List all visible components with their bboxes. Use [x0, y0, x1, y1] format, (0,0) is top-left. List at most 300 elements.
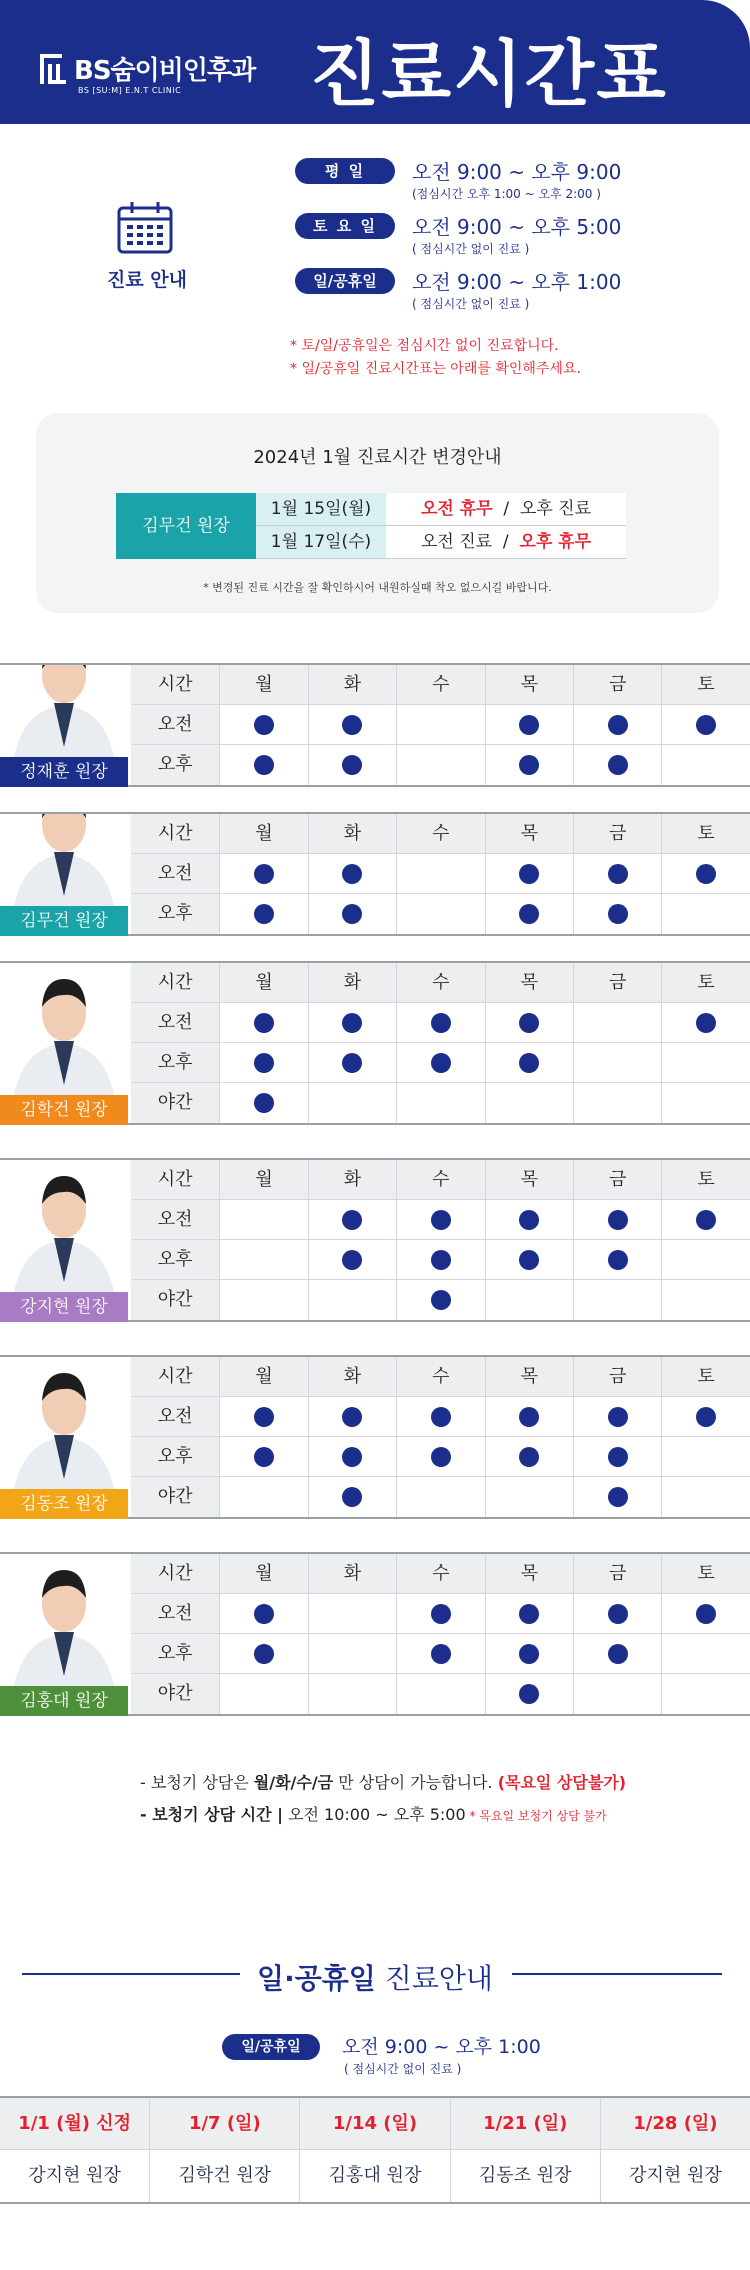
available-dot-icon	[608, 1447, 628, 1467]
schedule-cell	[396, 894, 484, 934]
available-dot-icon	[519, 1407, 539, 1427]
schedule-cell	[573, 1477, 661, 1517]
schedule-cell	[485, 1280, 573, 1320]
schedule-header-cell: 목	[485, 814, 573, 853]
change-sep-2: /	[502, 532, 509, 552]
schedule-header-cell: 화	[308, 1160, 396, 1199]
schedule-cell	[485, 1043, 573, 1082]
available-dot-icon	[342, 755, 362, 775]
doctor-name: 정재훈 원장	[0, 757, 128, 787]
sunday-date-cell: 1/21 (일)	[450, 2098, 600, 2149]
doctor-schedule-block	[0, 1355, 750, 1519]
available-dot-icon	[696, 715, 716, 735]
schedule-cell	[308, 1240, 396, 1279]
schedule-cell	[573, 1200, 661, 1239]
schedule-header-cell: 월	[219, 963, 307, 1002]
schedule-header-cell: 금	[573, 665, 661, 704]
schedule-cell	[661, 1043, 749, 1082]
doctor-name: 김홍대 원장	[0, 1686, 128, 1716]
calendar-icon	[116, 200, 174, 254]
note1-pre: - 보청기 상담은	[140, 1773, 254, 1792]
schedule-cell	[661, 745, 749, 785]
sunday-title-rest: 진료안내	[375, 1962, 493, 1995]
schedule-header-cell: 금	[573, 1160, 661, 1199]
schedule-cell	[573, 894, 661, 934]
hearing-aid-note-2	[140, 1802, 607, 1825]
schedule-cell	[219, 1280, 307, 1320]
sunday-date-cell: 1/28 (일)	[600, 2098, 750, 2149]
schedule-cell	[219, 1397, 307, 1436]
sunday-date-cell: 1/1 (월) 신정	[18, 2113, 131, 2134]
schedule-cell	[308, 1594, 396, 1633]
schedule-header-row	[131, 665, 750, 705]
available-dot-icon	[519, 1053, 539, 1073]
schedule-cell	[396, 1477, 484, 1517]
available-dot-icon	[608, 1644, 628, 1664]
schedule-cell	[308, 1634, 396, 1673]
saturday-hours: 오전 9:00 ~ 오후 5:00	[412, 215, 622, 239]
schedule-header-cell: 목	[485, 1357, 573, 1396]
schedule-header-cell: 월	[219, 665, 307, 704]
schedule-cell	[396, 1083, 484, 1123]
change-sep-1: /	[503, 499, 510, 519]
schedule-cell	[573, 854, 661, 893]
available-dot-icon	[519, 755, 539, 775]
schedule-row	[131, 1437, 750, 1477]
schedule-row-label: 오후	[131, 894, 219, 934]
schedule-cell	[308, 1674, 396, 1714]
schedule-header-row	[131, 814, 750, 854]
schedule-cell	[396, 1043, 484, 1082]
available-dot-icon	[254, 904, 274, 924]
schedule-row	[131, 1674, 750, 1714]
change-status-2	[386, 526, 626, 559]
schedule-row-label: 오전	[131, 1397, 219, 1436]
saturday-pill: 토 요 일	[295, 213, 395, 239]
change-notice-doctor: 김무건 원장	[116, 493, 256, 559]
schedule-cell	[573, 1397, 661, 1436]
schedule-cell	[485, 1397, 573, 1436]
logo-subtitle: BS [SU:M] E.N.T CLINIC	[78, 86, 182, 95]
schedule-cell	[573, 1043, 661, 1082]
available-dot-icon	[342, 1013, 362, 1033]
schedule-cell	[219, 745, 307, 785]
schedule-cell	[661, 1280, 749, 1320]
change-am-1: 오전 휴무	[420, 499, 493, 519]
change-notice-title: 2024년 1월 진료시간 변경안내	[253, 447, 502, 468]
available-dot-icon	[254, 1053, 274, 1073]
schedule-cell	[485, 1083, 573, 1123]
schedule-row-label: 오전	[131, 1200, 219, 1239]
schedule-header-row	[131, 1357, 750, 1397]
schedule-cell	[219, 705, 307, 744]
schedule-cell	[661, 854, 749, 893]
note2-label: - 보청기 상담 시간 |	[140, 1805, 283, 1824]
sunday-doctor-cell: 강지현 원장	[600, 2150, 750, 2202]
schedule-cell	[485, 1634, 573, 1673]
schedule-header-cell: 토	[661, 814, 749, 853]
schedule-cell	[396, 1634, 484, 1673]
sunday-hours: 오전 9:00 ~ 오후 1:00	[342, 2036, 541, 2058]
schedule-cell	[219, 894, 307, 934]
available-dot-icon	[608, 1604, 628, 1624]
schedule-row	[131, 894, 750, 934]
schedule-cell	[396, 705, 484, 744]
available-dot-icon	[431, 1013, 451, 1033]
red-note-1: * 토/일/공휴일은 점심시간 없이 진료합니다.	[290, 338, 559, 354]
schedule-row	[131, 1003, 750, 1043]
schedule-cell	[308, 1477, 396, 1517]
schedule-row-label: 야간	[131, 1083, 219, 1123]
note2-red: * 목요일 보청기 상담 불가	[465, 1809, 607, 1823]
available-dot-icon	[342, 904, 362, 924]
sunday-pill: 일/공휴일	[222, 2034, 320, 2060]
available-dot-icon	[519, 1013, 539, 1033]
schedule-cell	[573, 1674, 661, 1714]
available-dot-icon	[696, 1210, 716, 1230]
schedule-cell	[219, 1083, 307, 1123]
schedule-cell	[661, 1397, 749, 1436]
schedule-cell	[396, 1674, 484, 1714]
schedule-cell	[219, 1674, 307, 1714]
schedule-cell	[219, 1003, 307, 1042]
header-banner	[0, 0, 750, 124]
schedule-cell	[219, 1200, 307, 1239]
schedule-header-cell: 토	[661, 963, 749, 1002]
schedule-cell	[219, 1240, 307, 1279]
red-note-2: * 일/공휴일 진료시간표는 아래를 확인해주세요.	[290, 361, 581, 377]
available-dot-icon	[696, 1407, 716, 1427]
schedule-row	[131, 1397, 750, 1437]
note2-hours: 오전 10:00 ~ 오후 5:00	[282, 1805, 466, 1824]
schedule-cell	[308, 745, 396, 785]
schedule-cell	[573, 1083, 661, 1123]
schedule-cell	[485, 1477, 573, 1517]
available-dot-icon	[342, 1487, 362, 1507]
schedule-cell	[396, 1437, 484, 1476]
doctor-schedule-block	[0, 961, 750, 1125]
schedule-row	[131, 1634, 750, 1674]
available-dot-icon	[519, 1644, 539, 1664]
schedule-header-cell: 목	[485, 963, 573, 1002]
schedule-row-label: 야간	[131, 1674, 219, 1714]
change-status-1	[386, 493, 626, 526]
available-dot-icon	[519, 864, 539, 884]
schedule-cell	[308, 1043, 396, 1082]
schedule-row	[131, 745, 750, 785]
schedule-cell	[661, 1083, 749, 1123]
logo-mark-icon	[38, 52, 68, 86]
schedule-cell	[661, 1240, 749, 1279]
schedule-cell	[573, 705, 661, 744]
schedule-header-cell: 목	[485, 1160, 573, 1199]
schedule-header-cell: 수	[396, 1554, 484, 1593]
schedule-row	[131, 1280, 750, 1320]
schedule-header-cell: 수	[396, 1160, 484, 1199]
schedule-cell	[308, 894, 396, 934]
available-dot-icon	[342, 1447, 362, 1467]
schedule-row	[131, 1240, 750, 1280]
schedule-row-label: 오후	[131, 1240, 219, 1279]
doctor-name: 강지현 원장	[0, 1292, 128, 1322]
change-pm-2: 오후 휴무	[519, 532, 592, 552]
schedule-header-cell: 목	[485, 1554, 573, 1593]
schedule-cell	[308, 1003, 396, 1042]
holiday-hours: 오전 9:00 ~ 오후 1:00	[412, 270, 622, 294]
sunday-date-cell: 1/14 (일)	[299, 2098, 449, 2149]
available-dot-icon	[431, 1407, 451, 1427]
available-dot-icon	[254, 1644, 274, 1664]
schedule-grid	[131, 814, 750, 934]
schedule-cell	[485, 1594, 573, 1633]
logo-name: BS숨이비인후과	[74, 56, 256, 86]
schedule-header-cell: 시간	[131, 1357, 219, 1396]
schedule-cell	[573, 1594, 661, 1633]
schedule-header-cell: 화	[308, 814, 396, 853]
schedule-header-cell: 화	[308, 665, 396, 704]
schedule-header-cell: 금	[573, 963, 661, 1002]
schedule-header-cell: 수	[396, 665, 484, 704]
available-dot-icon	[608, 904, 628, 924]
available-dot-icon	[254, 1013, 274, 1033]
schedule-header-cell: 금	[573, 1554, 661, 1593]
schedule-row-label: 오전	[131, 705, 219, 744]
available-dot-icon	[608, 1407, 628, 1427]
note1-days: 월/화/수/금	[253, 1773, 334, 1792]
schedule-cell	[396, 854, 484, 893]
available-dot-icon	[519, 1604, 539, 1624]
change-notice-footnote: * 변경된 진료 시간을 잘 확인하시어 내원하실때 착오 없으시길 바랍니다.	[203, 581, 552, 594]
schedule-cell	[396, 1397, 484, 1436]
available-dot-icon	[254, 715, 274, 735]
schedule-cell	[485, 1674, 573, 1714]
schedule-cell	[485, 1200, 573, 1239]
clinic-logo[interactable]	[38, 50, 255, 87]
schedule-cell	[396, 1003, 484, 1042]
schedule-row-label: 야간	[131, 1477, 219, 1517]
schedule-cell	[485, 705, 573, 744]
available-dot-icon	[431, 1250, 451, 1270]
schedule-header-cell: 시간	[131, 963, 219, 1002]
available-dot-icon	[342, 1210, 362, 1230]
change-date-1: 1월 15일(월)	[256, 493, 386, 526]
schedule-row-label: 오후	[131, 1043, 219, 1082]
schedule-header-cell: 금	[573, 814, 661, 853]
available-dot-icon	[342, 715, 362, 735]
available-dot-icon	[431, 1604, 451, 1624]
clinic-info-label: 진료 안내	[106, 269, 188, 291]
available-dot-icon	[431, 1210, 451, 1230]
available-dot-icon	[696, 1604, 716, 1624]
schedule-cell	[573, 745, 661, 785]
schedule-header-cell: 시간	[131, 665, 219, 704]
schedule-row	[131, 854, 750, 894]
schedule-cell	[661, 1594, 749, 1633]
schedule-cell	[573, 1634, 661, 1673]
doctor-schedule-block	[0, 1552, 750, 1716]
available-dot-icon	[431, 1053, 451, 1073]
schedule-row-label: 오후	[131, 1437, 219, 1476]
available-dot-icon	[519, 1250, 539, 1270]
schedule-cell	[308, 1397, 396, 1436]
schedule-header-row	[131, 1554, 750, 1594]
schedule-cell	[396, 1594, 484, 1633]
schedule-header-cell: 월	[219, 1357, 307, 1396]
schedule-header-cell: 토	[661, 1160, 749, 1199]
sunday-title-bold: 일·공휴일	[257, 1962, 376, 1995]
schedule-header-cell: 시간	[131, 1554, 219, 1593]
change-date-2: 1월 17일(수)	[256, 526, 386, 559]
schedule-header-cell: 목	[485, 665, 573, 704]
schedule-row-label: 오후	[131, 745, 219, 785]
schedule-cell	[661, 894, 749, 934]
schedule-header-cell: 금	[573, 1357, 661, 1396]
sunday-table	[0, 2096, 750, 2204]
available-dot-icon	[519, 715, 539, 735]
weekday-pill: 평 일	[295, 158, 395, 184]
available-dot-icon	[254, 1604, 274, 1624]
available-dot-icon	[608, 1487, 628, 1507]
schedule-header-cell: 월	[219, 814, 307, 853]
sunday-doctors-row	[0, 2150, 750, 2202]
schedule-cell	[219, 1634, 307, 1673]
available-dot-icon	[431, 1644, 451, 1664]
schedule-cell	[308, 1200, 396, 1239]
available-dot-icon	[342, 1407, 362, 1427]
change-pm-1: 오후 진료	[519, 499, 592, 519]
schedule-header-cell: 수	[396, 814, 484, 853]
schedule-cell	[308, 1437, 396, 1476]
schedule-grid	[131, 1554, 750, 1714]
available-dot-icon	[431, 1447, 451, 1467]
schedule-cell	[219, 1477, 307, 1517]
sunday-doctor-cell: 김홍대 원장	[299, 2150, 449, 2202]
schedule-cell	[219, 854, 307, 893]
doctor-schedule-block	[0, 663, 750, 787]
available-dot-icon	[254, 1447, 274, 1467]
doctor-name: 김무건 원장	[0, 906, 128, 936]
available-dot-icon	[519, 1447, 539, 1467]
hearing-aid-note-1	[140, 1770, 626, 1793]
schedule-cell	[573, 1003, 661, 1042]
sunday-doctor-cell: 김동조 원장	[450, 2150, 600, 2202]
schedule-cell	[308, 705, 396, 744]
schedule-cell	[661, 705, 749, 744]
available-dot-icon	[696, 1013, 716, 1033]
weekday-note: (점심시간 오후 1:00 ~ 오후 2:00 )	[412, 187, 601, 201]
available-dot-icon	[608, 1210, 628, 1230]
schedule-header-cell: 토	[661, 1554, 749, 1593]
page-title: 진료시간표	[310, 32, 668, 116]
schedule-header-cell: 화	[308, 963, 396, 1002]
schedule-row-label: 오전	[131, 1003, 219, 1042]
available-dot-icon	[342, 1250, 362, 1270]
schedule-cell	[573, 1437, 661, 1476]
available-dot-icon	[696, 864, 716, 884]
schedule-header-cell: 토	[661, 665, 749, 704]
available-dot-icon	[254, 1407, 274, 1427]
schedule-cell	[485, 745, 573, 785]
schedule-row-label: 야간	[131, 1280, 219, 1320]
doctor-name: 김동조 원장	[0, 1489, 128, 1519]
schedule-cell	[573, 1280, 661, 1320]
schedule-cell	[396, 1280, 484, 1320]
schedule-cell	[661, 1477, 749, 1517]
available-dot-icon	[519, 1684, 539, 1704]
schedule-header-cell: 월	[219, 1160, 307, 1199]
schedule-row	[131, 705, 750, 745]
available-dot-icon	[342, 864, 362, 884]
schedule-cell	[219, 1594, 307, 1633]
schedule-cell	[396, 745, 484, 785]
doctor-name: 김학건 원장	[0, 1095, 128, 1125]
schedule-cell	[661, 1200, 749, 1239]
schedule-row	[131, 1200, 750, 1240]
schedule-grid	[131, 1160, 750, 1320]
schedule-row	[131, 1043, 750, 1083]
schedule-cell	[219, 1437, 307, 1476]
schedule-header-cell: 화	[308, 1357, 396, 1396]
note1-red: (목요일 상담불가)	[497, 1773, 627, 1792]
sunday-date-cell: 1/7 (일)	[149, 2098, 299, 2149]
available-dot-icon	[342, 1053, 362, 1073]
saturday-note: ( 점심시간 없이 진료 )	[412, 242, 530, 256]
schedule-grid	[131, 963, 750, 1123]
schedule-row	[131, 1477, 750, 1517]
sunday-note: ( 점심시간 없이 진료 )	[344, 2062, 462, 2076]
available-dot-icon	[608, 715, 628, 735]
available-dot-icon	[608, 755, 628, 775]
schedule-row-label: 오후	[131, 1634, 219, 1673]
schedule-header-cell: 시간	[131, 814, 219, 853]
schedule-cell	[396, 1240, 484, 1279]
schedule-cell	[485, 1003, 573, 1042]
schedule-header-cell: 수	[396, 1357, 484, 1396]
doctor-schedule-block	[0, 1158, 750, 1322]
available-dot-icon	[519, 1210, 539, 1230]
schedule-cell	[485, 1240, 573, 1279]
change-notice-box	[36, 413, 719, 613]
sunday-doctor-cell: 김학건 원장	[149, 2150, 299, 2202]
schedule-cell	[396, 1200, 484, 1239]
schedule-header-cell: 시간	[131, 1160, 219, 1199]
schedule-cell	[485, 894, 573, 934]
schedule-cell	[308, 854, 396, 893]
schedule-row-label: 오전	[131, 1594, 219, 1633]
schedule-header-row	[131, 1160, 750, 1200]
note1-mid: 만 상담이 가능합니다.	[333, 1773, 498, 1792]
available-dot-icon	[519, 904, 539, 924]
available-dot-icon	[608, 1250, 628, 1270]
holiday-pill: 일/공휴일	[295, 268, 395, 294]
schedule-cell	[661, 1674, 749, 1714]
sunday-dates-row	[0, 2098, 750, 2150]
holiday-note: ( 점심시간 없이 진료 )	[412, 297, 530, 311]
available-dot-icon	[254, 864, 274, 884]
schedule-cell	[485, 854, 573, 893]
available-dot-icon	[608, 864, 628, 884]
schedule-header-cell: 월	[219, 1554, 307, 1593]
weekday-hours: 오전 9:00 ~ 오후 9:00	[412, 160, 622, 184]
schedule-header-row	[131, 963, 750, 1003]
schedule-row-label: 오전	[131, 854, 219, 893]
schedule-cell	[308, 1083, 396, 1123]
schedule-cell	[661, 1634, 749, 1673]
schedule-header-cell: 토	[661, 1357, 749, 1396]
sunday-doctor-cell: 강지현 원장	[28, 2165, 121, 2186]
doctor-schedule-block	[0, 812, 750, 936]
schedule-cell	[661, 1437, 749, 1476]
